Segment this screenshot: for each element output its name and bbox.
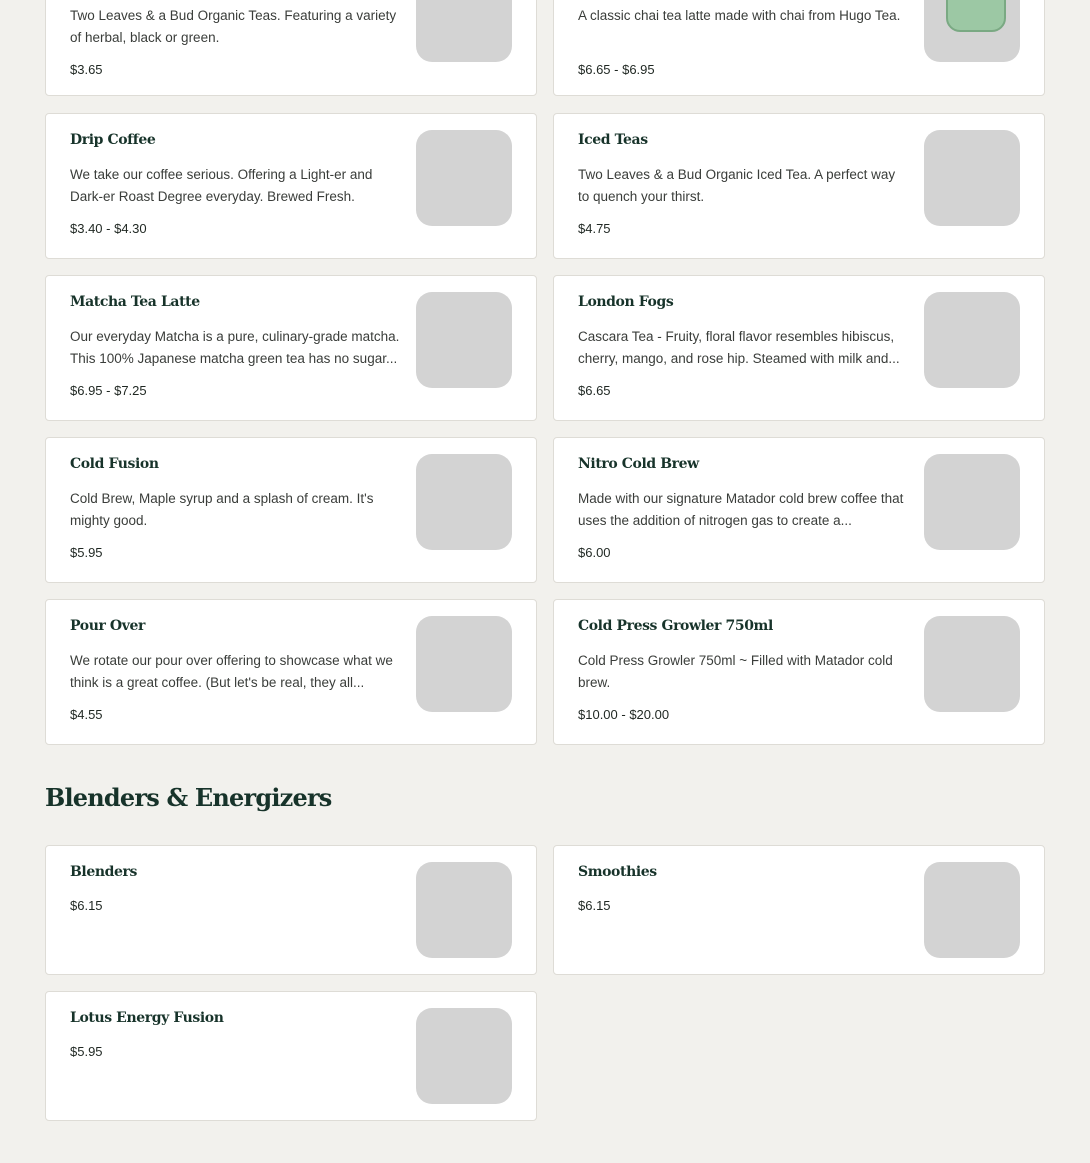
item-price: $4.75 xyxy=(578,221,611,236)
menu-card-text xyxy=(70,863,402,914)
item-description: Cold Press Growler 750ml ~ Filled with Matador cold brew. xyxy=(578,653,893,690)
item-name: Smoothies xyxy=(578,864,657,880)
menu-card-text xyxy=(70,617,402,723)
menu-card-text xyxy=(70,131,402,237)
menu-card-text xyxy=(578,863,910,914)
item-price: $3.65 xyxy=(70,62,103,77)
menu-card-matcha-tea-latte[interactable] xyxy=(45,275,537,421)
menu-card-lotus-energy-fusion[interactable] xyxy=(45,991,537,1121)
item-price: $5.95 xyxy=(70,545,103,560)
item-name: London Fogs xyxy=(578,294,674,310)
item-price: $6.15 xyxy=(70,898,103,913)
menu-card-cold-fusion[interactable] xyxy=(45,437,537,583)
item-description: A classic chai tea latte made with chai from Hugo Tea. xyxy=(578,8,901,23)
item-price: $10.00 - $20.00 xyxy=(578,707,670,722)
item-image-placeholder xyxy=(924,616,1020,712)
item-description: Cascara Tea - Fruity, floral flavor resembles hibiscus, cherry, mango, and rose hip. Steamed with milk and... xyxy=(578,329,900,366)
menu-card-pour-over[interactable] xyxy=(45,599,537,745)
item-image-placeholder xyxy=(416,130,512,226)
item-description: Two Leaves & a Bud Organic Iced Tea. A perfect way to quench your thirst. xyxy=(578,167,896,204)
item-price: $6.15 xyxy=(578,898,611,913)
menu-card-text xyxy=(578,617,910,723)
item-price: $5.95 xyxy=(70,1044,103,1059)
item-price: $6.95 - $7.25 xyxy=(70,383,147,398)
item-image-placeholder xyxy=(924,130,1020,226)
item-image-placeholder xyxy=(416,292,512,388)
menu-card-text xyxy=(578,5,910,78)
menu-grid-drinks xyxy=(45,113,1045,745)
item-image-placeholder xyxy=(416,454,512,550)
menu-card-text xyxy=(578,455,910,561)
menu-card-text xyxy=(70,1009,402,1060)
menu-card-drip-coffee[interactable] xyxy=(45,113,537,259)
menu-card-chai-latte[interactable] xyxy=(553,0,1045,96)
item-description: Our everyday Matcha is a pure, culinary-grade matcha. This 100% Japanese matcha green tea has no sugar... xyxy=(70,329,400,366)
item-name: Matcha Tea Latte xyxy=(70,294,200,310)
menu-grid-top xyxy=(45,0,1045,96)
item-price: $6.00 xyxy=(578,545,611,560)
section-title-blenders: Blenders & Energizers xyxy=(45,783,332,812)
menu-card-smoothies[interactable] xyxy=(553,845,1045,975)
item-price: $4.55 xyxy=(70,707,103,722)
item-name: Lotus Energy Fusion xyxy=(70,1010,224,1026)
item-name: Iced Teas xyxy=(578,132,648,148)
item-image-placeholder xyxy=(416,616,512,712)
item-image-placeholder xyxy=(416,1008,512,1104)
menu-card-text xyxy=(578,293,910,399)
item-name: Cold Press Growler 750ml xyxy=(578,618,773,634)
menu-card-text xyxy=(578,131,910,237)
menu-card-text xyxy=(70,455,402,561)
item-price: $6.65 xyxy=(578,383,611,398)
item-description: Two Leaves & a Bud Organic Teas. Featuring a variety of herbal, black or green. xyxy=(70,8,397,45)
item-description: We take our coffee serious. Offering a Light-er and Dark-er Roast Degree everyday. Brewed Fresh. xyxy=(70,167,373,204)
menu-card-london-fogs[interactable] xyxy=(553,275,1045,421)
item-name: Drip Coffee xyxy=(70,132,156,148)
item-description: Made with our signature Matador cold brew coffee that uses the addition of nitrogen gas to create a... xyxy=(578,491,904,528)
item-image-placeholder xyxy=(924,292,1020,388)
mug-shape xyxy=(946,0,1006,32)
item-image-placeholder xyxy=(924,862,1020,958)
item-price: $6.65 - $6.95 xyxy=(578,62,655,77)
menu-card-cold-press-growler[interactable] xyxy=(553,599,1045,745)
menu-card-text xyxy=(70,293,402,399)
item-name: Pour Over xyxy=(70,618,145,634)
item-image-placeholder xyxy=(416,862,512,958)
item-image-placeholder xyxy=(416,0,512,62)
menu-grid-blenders xyxy=(45,845,1045,1121)
item-name: Nitro Cold Brew xyxy=(578,456,699,472)
item-description: We rotate our pour over offering to showcase what we think is a great coffee. (But let's be real, they all... xyxy=(70,653,393,690)
menu-card-blenders[interactable] xyxy=(45,845,537,975)
item-price: $3.40 - $4.30 xyxy=(70,221,147,236)
item-name: Blenders xyxy=(70,864,137,880)
menu-card-iced-teas[interactable] xyxy=(553,113,1045,259)
menu-card-nitro-cold-brew[interactable] xyxy=(553,437,1045,583)
chai-latte-photo xyxy=(924,0,1020,62)
item-description: Cold Brew, Maple syrup and a splash of cream. It's mighty good. xyxy=(70,491,374,528)
menu-card-hot-teas[interactable] xyxy=(45,0,537,96)
menu-card-text xyxy=(70,5,402,78)
item-name: Cold Fusion xyxy=(70,456,159,472)
item-image-placeholder xyxy=(924,454,1020,550)
